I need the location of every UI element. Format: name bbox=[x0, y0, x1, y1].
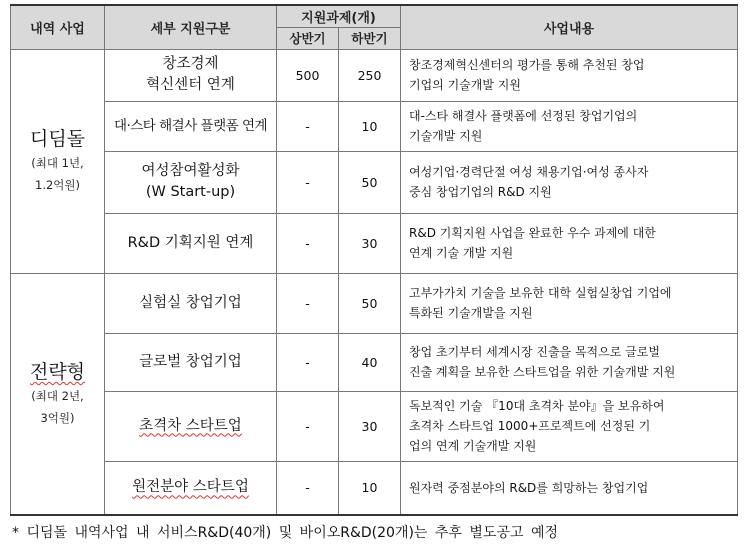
second-half-count: 250 bbox=[339, 49, 401, 101]
description-line: 창조경제혁신센터의 평가를 통해 추천된 창업 bbox=[409, 58, 645, 72]
table-row bbox=[11, 461, 738, 515]
program-cell bbox=[105, 461, 277, 515]
header-first-half: 상반기 bbox=[277, 27, 339, 49]
program-cell bbox=[105, 391, 277, 461]
program-description bbox=[401, 333, 738, 391]
first-half-count: - bbox=[277, 461, 339, 515]
description-line: 기업의 기술개발 지원 bbox=[409, 78, 521, 92]
program-description bbox=[401, 101, 738, 151]
description-line: 업의 연계 기술개발 지원 bbox=[409, 439, 537, 453]
header-category: 내역 사업 bbox=[11, 5, 105, 49]
second-half-count: 40 bbox=[339, 333, 401, 391]
description-line: 초격차 스타트업 1000+프로젝트에 선정된 기 bbox=[409, 419, 651, 433]
description-line: 특화된 기술개발을 지원 bbox=[409, 306, 533, 320]
description-line: 고부가가치 기술을 보유한 대학 실험실창업 기업에 bbox=[409, 286, 672, 300]
program-name: 글로벌 창업기업 bbox=[139, 353, 242, 370]
program-description bbox=[401, 151, 738, 213]
program-name: 초격차 스타트업 bbox=[139, 417, 242, 434]
category-cell-strategic bbox=[11, 273, 105, 515]
first-half-count: - bbox=[277, 213, 339, 273]
program-cell bbox=[105, 101, 277, 151]
footnote: * 디딤돌 내역사업 내 서비스R&D(40개) 및 바이오R&D(20개)는 추후 별도공고 예정 bbox=[12, 525, 559, 541]
program-description bbox=[401, 213, 738, 273]
program-description bbox=[401, 49, 738, 101]
category-note: (최대 1년, bbox=[31, 156, 84, 170]
table-row bbox=[11, 273, 738, 333]
program-name: 여성참여활성화 bbox=[141, 163, 240, 179]
category-note: 1.2억원) bbox=[35, 178, 80, 192]
second-half-count: 30 bbox=[339, 213, 401, 273]
category-cell-didimdol bbox=[11, 49, 105, 273]
second-half-count: 30 bbox=[339, 391, 401, 461]
description-line: 연계 기술 개발 지원 bbox=[409, 246, 514, 260]
program-name: 실험실 창업기업 bbox=[139, 294, 242, 311]
table-row bbox=[11, 101, 738, 151]
description-line: 여성기업·경력단절 여성 채용기업·여성 종사자 bbox=[409, 165, 649, 179]
program-name: (W Start-up) bbox=[145, 184, 236, 200]
first-half-count: 500 bbox=[277, 49, 339, 101]
header-second-half: 하반기 bbox=[339, 27, 401, 49]
description-line: 독보적인 기술 『10대 초격차 분야』을 보유하여 bbox=[409, 399, 665, 413]
program-cell bbox=[105, 213, 277, 273]
program-description bbox=[401, 273, 738, 333]
table-row bbox=[11, 151, 738, 213]
program-name: 혁신센터 연계 bbox=[146, 77, 235, 93]
header-content: 사업내용 bbox=[401, 5, 738, 49]
header-tasks: 지원과제(개) bbox=[277, 5, 401, 27]
first-half-count: - bbox=[277, 391, 339, 461]
support-program-table bbox=[10, 4, 738, 516]
header-row bbox=[11, 5, 738, 27]
second-half-count: 50 bbox=[339, 273, 401, 333]
category-note: 3억원) bbox=[40, 410, 75, 425]
header-detail: 세부 지원구분 bbox=[105, 5, 277, 49]
category-name: 전략형 bbox=[29, 360, 86, 383]
description-line: R&D 기획지원 사업을 완료한 우수 과제에 대한 bbox=[409, 226, 656, 240]
category-note: (최대 2년, bbox=[31, 388, 84, 403]
first-half-count: - bbox=[277, 273, 339, 333]
first-half-count: - bbox=[277, 333, 339, 391]
description-line: 중심 창업기업의 R&D 지원 bbox=[409, 185, 552, 199]
first-half-count: - bbox=[277, 101, 339, 151]
description-line: 진출 계획을 보유한 스타트업을 위한 기술개발 지원 bbox=[409, 365, 676, 379]
description-line: 창업 초기부터 세계시장 진출을 목적으로 글로벌 bbox=[409, 345, 660, 359]
program-cell bbox=[105, 49, 277, 101]
program-description bbox=[401, 461, 738, 515]
program-name: 창조경제 bbox=[162, 56, 219, 72]
program-name: R&D 기획지원 연계 bbox=[127, 234, 254, 251]
category-name: 디딤돌 bbox=[29, 128, 86, 150]
description-line: 대-스타 해결사 플랫폼에 선정된 창업기업의 bbox=[409, 109, 638, 123]
second-half-count: 50 bbox=[339, 151, 401, 213]
program-description bbox=[401, 391, 738, 461]
table-row bbox=[11, 213, 738, 273]
program-name: 대·스타 해결사 플랫폼 연계 bbox=[113, 117, 268, 134]
program-cell bbox=[105, 273, 277, 333]
table-row bbox=[11, 391, 738, 461]
description-line: 기술개발 지원 bbox=[409, 129, 483, 143]
second-half-count: 10 bbox=[339, 461, 401, 515]
first-half-count: - bbox=[277, 151, 339, 213]
program-name: 원전분야 스타트업 bbox=[132, 479, 249, 496]
second-half-count: 10 bbox=[339, 101, 401, 151]
program-cell bbox=[105, 151, 277, 213]
table-row bbox=[11, 49, 738, 101]
program-cell bbox=[105, 333, 277, 391]
table-row bbox=[11, 333, 738, 391]
description-line: 원자력 중점분야의 R&D를 희망하는 창업기업 bbox=[409, 480, 649, 495]
